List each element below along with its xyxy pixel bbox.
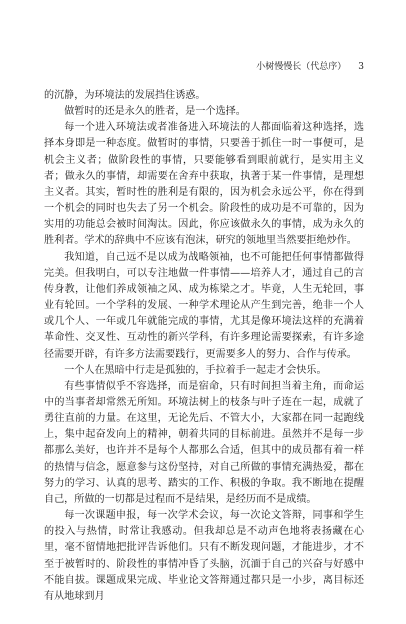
page-number: 3 [358,62,364,72]
body-text [44,88,364,605]
running-head [44,60,364,74]
running-head-title: 小树慢慢长（代总序） [256,62,347,72]
paragraph: 有些事情似乎不容选择，而是宿命，只有时间担当着主角，而命运中的当事者却常然无所知。环境法树上的枝条与叶子连在一起，成就了勇往直前的力量。在这里，无论先后、不管大小，大家都在同一起跑线上，集中起奋发向上的精神，朝着共同的目标前进。虽然并不是每一步都那么美好，也许并不是每个人都那么合适，但其中的成员都有着一样的热情与信念，愿意参与这份坚持，对自己所做的事情充满热爱，都在努力的学习、认真的思考、踏实的工作、积极的争取。我不断地在提醒自己，所做的一切都是过程而不是结果，是经历而不是成绩。 [44,380,364,505]
paragraph: 我知道，自己远不是以成为战略领袖，也不可能把任何事情都做得完美。但我明白，可以专注地做一件事情——培养人才，通过自己的言传身教，让他们养成领袖之风、成为栋梁之才。毕竟，人生无轮回，事业有轮回。一个学科的发展、一种学术理论从产生到完善，绝非一个人或几个人、一年或几年就能完成的事情，尤其是像环境法这样的充满着革命性、交叉性、互动性的新兴学科，有许多理论需要探索，有许多途径需要开辟，有许多方法需要践行，更需要多人的努力、合作与传承。 [44,251,364,360]
paragraph-continuation: 的沉静，为环境法的发展挡住诱惑。 [44,90,206,101]
paragraph: 做暂时的还是永久的胜者，是一个选择。 [64,106,246,118]
paragraph: 一个人在黑暗中行走是孤独的，手拉着手一起走才会快乐。 [64,364,327,376]
paragraph: 每一个进入环境法或者准备进入环境法的人都面临着这种选择，选择本身即是一种态度。做暂时的事情，只要善于抓住一时一事便可，是机会主义者；做阶段性的事情，只要能够看到眼前就行，是实用主义者；做永久的事情，却需要在舍弃中获取，执著于某一件事情，是理想主义者。其实，暂时性的胜利是有限的，因为机会永远公平，你在得到一个机会的同时也失去了另一个机会。阶段性的成功是不可靠的，因为实用的功能总会被时间淘汰。因此，你应该做永久的事情，成为永久的胜利者。学术的辞典中不应该有泡沫，研究的领地里当然要拒绝炒作。 [44,122,364,247]
paragraph: 每一次课题申报，每一次学术会议，每一次论文答辩，同事和学生的投入与热情，时常让我感动。但我却总是不动声色地将表扬藏在心里，毫不留情地把批评告诉他们。只有不断发现问题，才能进步，才不至于被暂时的、阶段性的事情冲昏了头脑，沉湎于自己的兴奋与好感中不能自拔。课题成果完成、毕业论文答辩通过都只是一小步，离目标还有从地球到月 [44,510,364,602]
